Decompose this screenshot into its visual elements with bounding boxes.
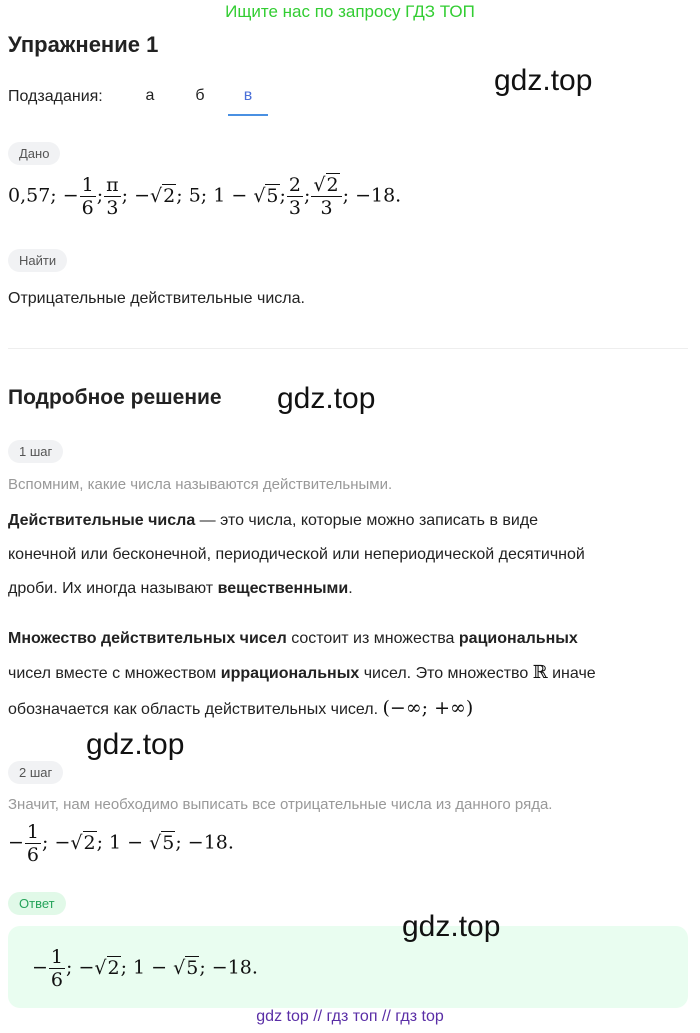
step-1-intro: Вспомним, какие числа называются действительными. — [8, 476, 393, 493]
square-root: √5 — [173, 956, 199, 979]
tab-v[interactable]: в — [228, 78, 268, 116]
square-root: √2 — [150, 184, 176, 207]
solution-heading: Подробное решение — [8, 386, 222, 409]
fraction: $\frac{√2}{3}$ — [311, 174, 341, 219]
subtasks-label: Подзадания: — [8, 88, 103, 105]
fraction: $\frac{1}{6}$ — [81, 174, 94, 219]
watermark: gdz.top — [494, 64, 593, 97]
step-1-badge: 1 шаг — [8, 440, 63, 463]
step-2-result: − $\frac{1}{6}$ ; −√2; 1 − √5; −18. — [8, 821, 234, 866]
square-root: √5 — [253, 184, 279, 207]
tab-b[interactable]: б — [195, 87, 205, 104]
square-root: √2 — [70, 831, 96, 854]
fraction: $\frac{1}{6}$ — [26, 821, 40, 866]
page-title: Упражнение 1 — [8, 32, 159, 57]
find-text: Отрицательные действительные числа. — [8, 290, 305, 307]
watermark: gdz.top — [402, 910, 501, 943]
step-1-paragraph-2: Множество действительных чисел состоит из множества рациональных чисел вместе с множеством иррациональных чисел. Это множество ℝ иначе обозначается как область действительных чисел. (−∞; +∞) — [8, 630, 596, 719]
answer-badge: Ответ — [8, 892, 66, 915]
given-sep: ; 5; 1 − — [176, 184, 254, 207]
fraction: $\frac{2}{3}$ — [288, 174, 302, 219]
footer-links[interactable]: gdz top // гдз топ // гдз top — [256, 1008, 444, 1025]
watermark: gdz.top — [277, 382, 376, 415]
interval: (−∞; +∞) — [382, 697, 474, 719]
given-sep: ; −18. — [342, 184, 402, 207]
step-2-intro: Значит, нам необходимо выписать все отрицательные числа из данного ряда. — [8, 796, 553, 813]
square-root: √5 — [149, 831, 175, 854]
square-root: √2 — [313, 174, 339, 196]
given-sep: ; — [304, 184, 311, 207]
step-2-badge: 2 шаг — [8, 761, 63, 784]
given-numbers — [8, 174, 401, 219]
divider — [8, 348, 688, 349]
fraction: $\frac{1}{6}$ — [50, 946, 64, 991]
real-numbers-symbol: ℝ — [532, 662, 548, 683]
watermark: gdz.top — [86, 728, 185, 761]
square-root: √2 — [94, 956, 120, 979]
step-1-paragraph-1: Действительные числа — это числа, которые можно записать в виде конечной или бесконечной, периодической или непериодической десятичной дроби. Их иногда называют вещественными. — [8, 512, 585, 597]
find-badge: Найти — [8, 249, 67, 272]
given-sep: ; — [96, 184, 104, 207]
given-sep: ; — [279, 184, 286, 207]
search-banner: Ищите нас по запросу ГДЗ ТОП — [225, 2, 475, 21]
answer-result: − $\frac{1}{6}$ ; −√2; 1 − √5; −18. — [32, 946, 258, 991]
fraction: $\frac{\pi}{3}$ — [106, 174, 119, 219]
given-text-1: 0,57; − — [8, 184, 79, 207]
tab-a[interactable]: а — [145, 87, 155, 104]
given-badge: Дано — [8, 142, 60, 165]
given-sep: ; − — [121, 184, 151, 207]
subtasks-tabs — [130, 78, 690, 116]
